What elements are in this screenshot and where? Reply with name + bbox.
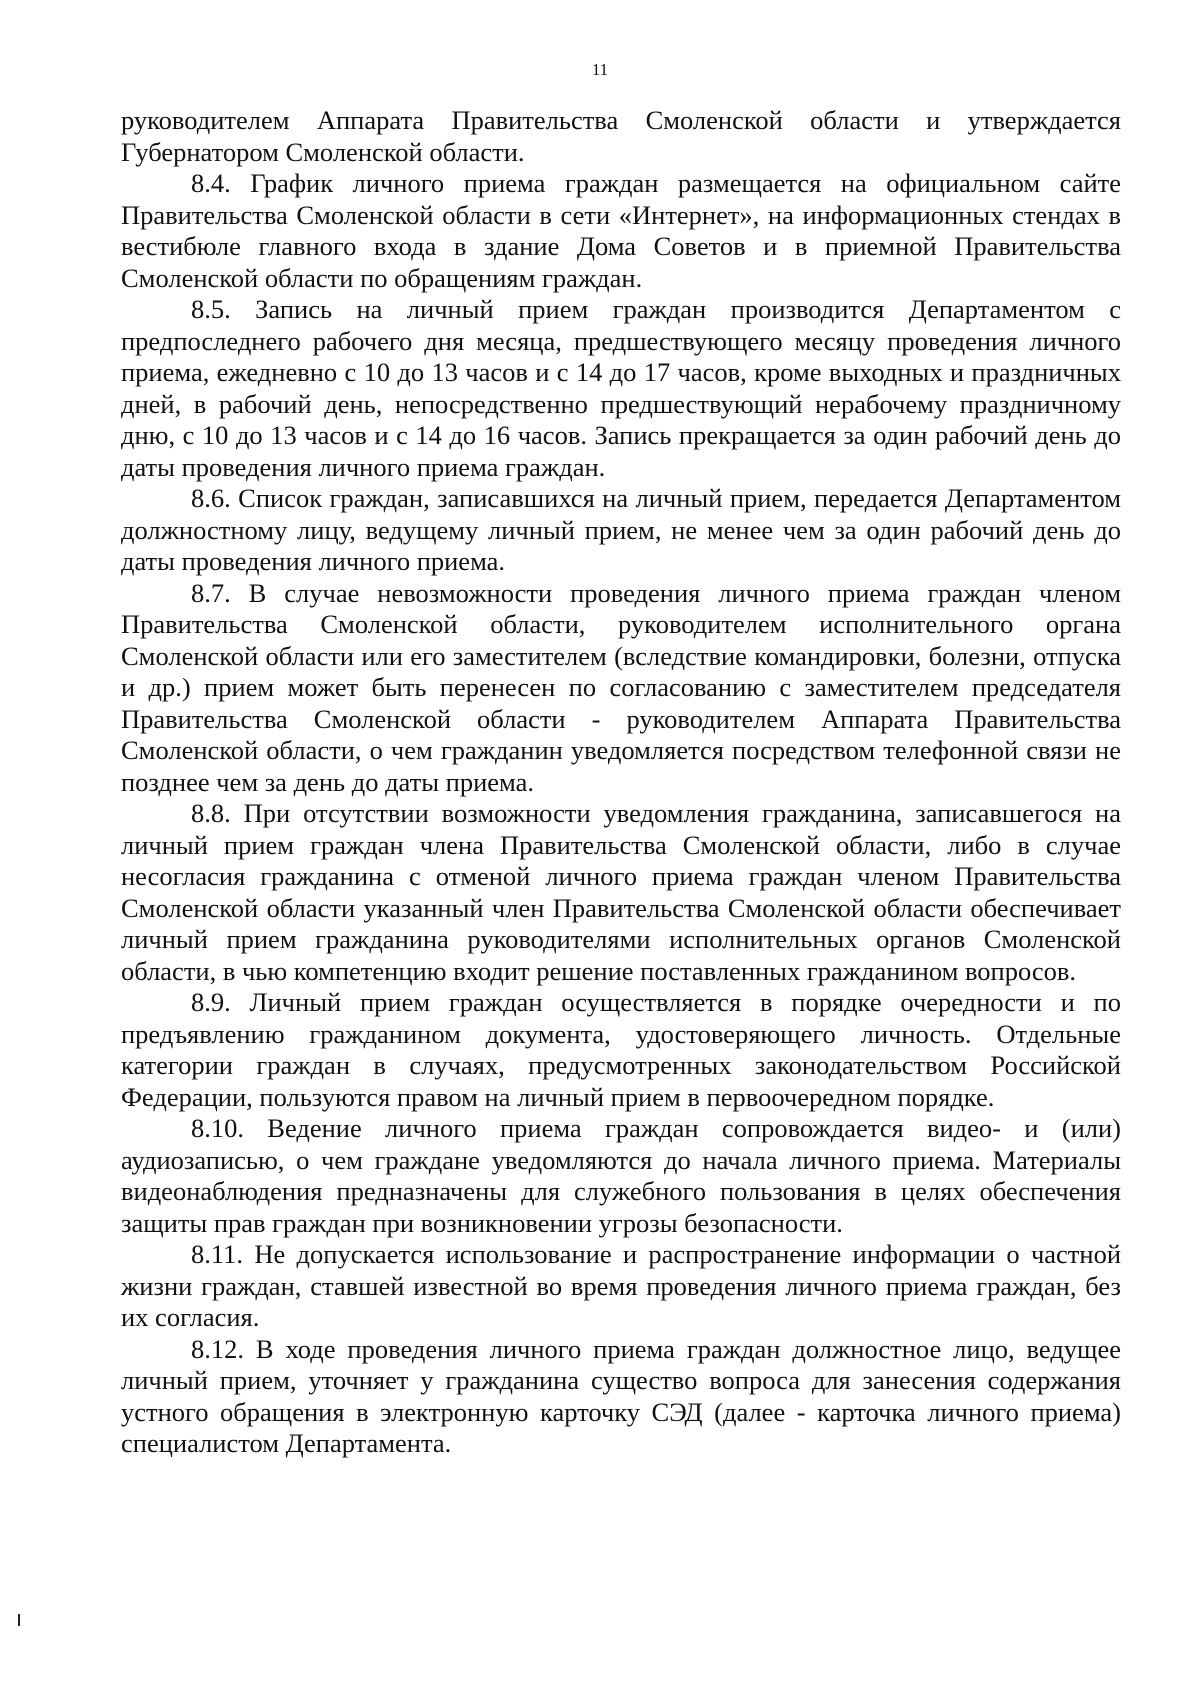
scan-edge-mark [18,1614,20,1626]
paragraph-8-12: 8.12. В ходе проведения личного приема граждан должностное лицо, ведущее личный прием, уточняет у гражданина существо вопроса для занесения содержания устного обращения в электронную карточку СЭД (далее - карточка личного приема) специалистом Департамента. [121,1333,1121,1458]
paragraph-8-4: 8.4. График личного приема граждан размещается на официальном сайте Правительства Смоленской области в сети «Интернет», на информационных стендах в вестибюле главного входа в здание Дома Советов и в приемной Правительства Смоленской области по обращениям граждан. [121,168,1121,293]
paragraph-8-7: 8.7. В случае невозможности проведения личного приема граждан членом Правительства Смоленской области, руководителем исполнительного органа Смоленской области или его заместителем (вследствие командировки, болезни, отпуска и др.) прием может быть перенесен по согласованию с заместителем председателя Правительства Смоленской области - руководителем Аппарата Правительства Смоленской области, о чем гражданин уведомляется посредством телефонной связи не позднее чем за день до даты приема. [121,577,1121,797]
paragraph-8-5: 8.5. Запись на личный прием граждан производится Департаментом с предпоследнего рабочего дня месяца, предшествующего месяцу проведения личного приема, ежедневно с 10 до 13 часов и с 14 до 17 часов, кроме выходных и праздничных дней, в рабочий день, непосредственно предшествующий нерабочему праздничному дню, с 10 до 13 часов и с 14 до 16 часов. Запись прекращается за один рабочий день до даты проведения личного приема граждан. [121,294,1121,482]
paragraph-8-9: 8.9. Личный прием граждан осуществляется в порядке очередности и по предъявлению гражданином документа, удостоверяющего личность. Отдельные категории граждан в случаях, предусмотренных законодательством Российской Федерации, пользуются правом на личный прием в первоочередном порядке. [121,987,1121,1112]
document-body [121,105,1121,1460]
paragraph-8-6: 8.6. Список граждан, записавшихся на личный прием, передается Департаментом должностному лицу, ведущему личный прием, не менее чем за один рабочий день до даты проведения личного приема. [121,483,1121,576]
paragraph-8-8: 8.8. При отсутствии возможности уведомления гражданина, записавшегося на личный прием граждан члена Правительства Смоленской области, либо в случае несогласия гражданина с отменой личного приема граждан членом Правительства Смоленской области указанный член Правительства Смоленской области обеспечивает личный прием гражданина руководителями исполнительных органов Смоленской области, в чью компетенцию входит решение поставленных гражданином вопросов. [121,798,1121,986]
paragraph-8-10: 8.10. Ведение личного приема граждан сопровождается видео- и (или) аудиозаписью, о чем граждане уведомляются до начала личного приема. Материалы видеонаблюдения предназначены для служебного пользования в целях обеспечения защиты прав граждан при возникновении угрозы безопасности. [121,1113,1121,1238]
page-number: 11 [591,60,609,79]
paragraph-8-11: 8.11. Не допускается использование и распространение информации о частной жизни граждан, ставшей известной во время проведения личного приема граждан, без их согласия. [121,1239,1121,1332]
paragraph-continuation: руководителем Аппарата Правительства Смоленской области и утверждается Губернатором Смоленской области. [121,105,1121,167]
